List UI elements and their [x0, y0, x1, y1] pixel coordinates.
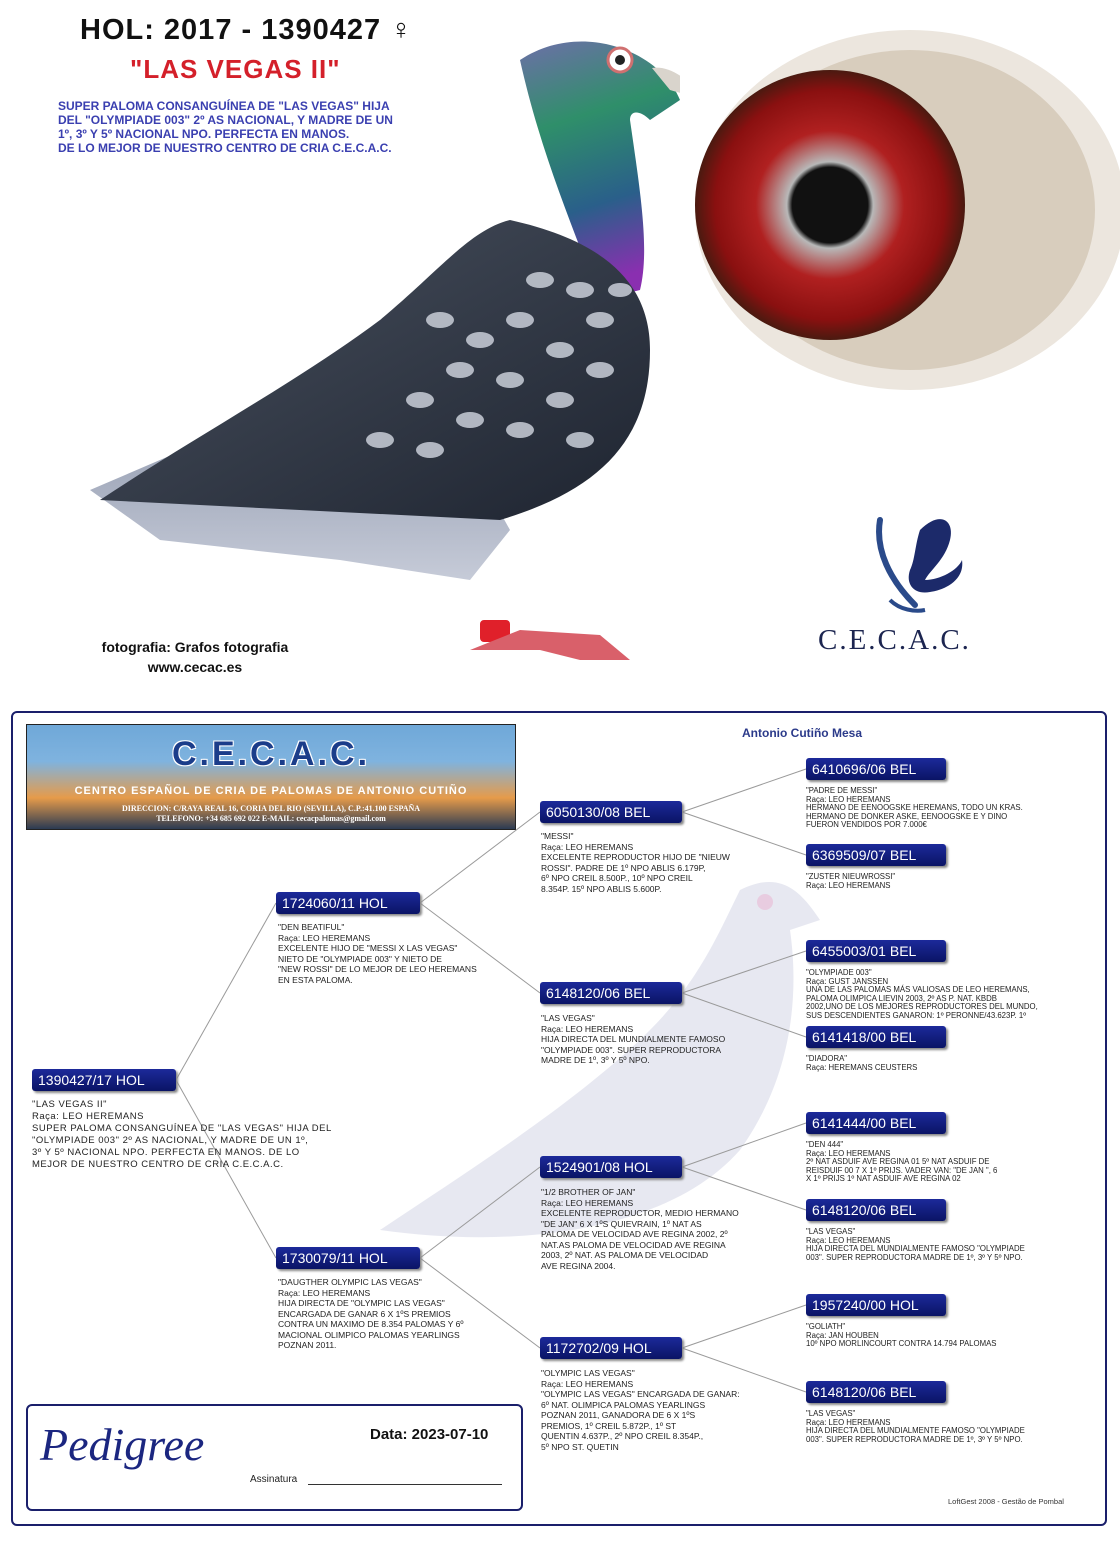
pedigree-ssd-info: "ZUSTER NIEUWROSSI" Raça: LEO HEREMANS [806, 872, 896, 890]
banner-subtitle: CENTRO ESPAÑOL DE CRIA DE PALOMAS DE ANTONIO CUTIÑO [74, 785, 468, 797]
banner-address: DIRECCION: C/RAYA REAL 16, CORIA DEL RIO (SEVILLA), C.P.:41.100 ESPAÑA TELEFONO: +34 685 692 022 E-MAIL: cecacpalomas@gmail.com [121, 804, 421, 823]
pedigree-date: Data: 2023-07-10 [370, 1426, 489, 1443]
pedigree-ss-ring[interactable]: 6050130/08 BEL [540, 801, 682, 823]
pedigree-sss-info: "PADRE DE MESSI" Raça: LEO HEREMANS HERMANO DE EENOOGSKE HEREMANS, TODO UN KRAS. HERMANO DE DONKER ASKE, EENOOGSKE E Y DINO FUERON VENDIDOS POR 7.000€ [806, 786, 1023, 830]
pedigree-dss-info: "DEN 444" Raça: LEO HEREMANS 2º NAT ASDUIF AVE REGINA 01 5º NAT ASDUIF DE REISDUIF 00 7 X 1º PRIJS. VADER VAN: "DE JAN ", 6 X 1º PRIJS 1º NAT ASDUIF AVE REGINA 02 [806, 1140, 998, 1184]
pedigree-ddd-ring[interactable]: 6148120/06 BEL [806, 1381, 946, 1403]
photo-credit: fotografia: Grafos fotografia www.cecac.es [60, 637, 330, 677]
owner-name: Antonio Cutiño Mesa [742, 726, 862, 740]
pedigree-sire-ring[interactable]: 1724060/11 HOL [276, 892, 420, 914]
pedigree-ddd-info: "LAS VEGAS" Raça: LEO HEREMANS HIJA DIRECTA DEL MUNDIALMENTE FAMOSO "OLYMPIADE 003". SUPER REPRODUCTORA MADRE DE 1º, 3º Y 5º NPO. [806, 1409, 1025, 1444]
pedigree-ds-ring[interactable]: 1524901/08 HOL [540, 1156, 682, 1178]
pedigree-sds-info: "OLYMPIADE 003" Raça: GUST JANSSEN UNA DE LAS PALOMAS MÁS VALIOSAS DE LEO HEREMANS, PALOMA OLIMPICA LIEVIN 2003, 2º AS P. NAT. KBDB 2002,UNO DE LOS MEJORES REPRODUCTORES DEL MUNDO, SUS DESCENDIENTES GANARON: 1º PERONNE/43.623P. 1º [806, 968, 1038, 1020]
footer-credit: LoftGest 2008 - Gestão de Pombal [948, 1497, 1064, 1506]
ring-title: HOL: 2017 - 1390427 ♀ [80, 14, 413, 46]
cecac-logo-text: C.E.C.A.C. [818, 624, 971, 656]
pedigree-sire-info: "DEN BEATIFUL" Raça: LEO HEREMANS EXCELENTE HIJO DE "MESSI X LAS VEGAS" NIETO DE "OLYMPIADE 003" Y NIETO DE "NEW ROSSI" DE LO MEJOR DE LEO HEREMANS EN ESTA PALOMA. [278, 922, 477, 985]
pedigree-dds-ring[interactable]: 1957240/00 HOL [806, 1294, 946, 1316]
banner-title: C.E.C.A.C. [171, 735, 371, 773]
pedigree-ss-info: "MESSI" Raça: LEO HEREMANS EXCELENTE REPRODUCTOR HIJO DE "NIEUW ROSSI". PADRE DE 1º NPO ABLIS 6.179P, 6º NPO CREIL 8.500P., 10º NPO CREIL 8.354P. 15º NPO ABLIS 5.600P. [541, 831, 730, 894]
signature-label: Assinatura [250, 1474, 298, 1485]
pedigree-sds-ring[interactable]: 6455003/01 BEL [806, 940, 946, 962]
pedigree-ds-info: "1/2 BROTHER OF JAN" Raça: LEO HEREMANS EXCELENTE REPRODUCTOR, MEDIO HERMANO "DE JAN" 6 X 1ºS QUIEVRAIN, 1º NAT AS PALOMA DE VELOCIDAD AVE REGINA 2002, 2º NAT.AS PALOMA DE VELOCIDAD AVE REGINA 2003, 2º NAT. AS PALOMA DE VELOCIDAD AVE REGINA 2004. [541, 1187, 739, 1271]
pedigree-subject-info: "LAS VEGAS II" Raça: LEO HEREMANS SUPER PALOMA CONSANGUÍNEA DE "LAS VEGAS" HIJA DEL "OLYMPIADE 003" 2º AS NACIONAL, Y MADRE DE UN 1º, 3º Y 5º NACIONAL NPO. PERFECTA EN MANOS. DE LO MEJOR DE NUESTRO CENTRO DE CRIA C.E.C.A.C. [32, 1099, 332, 1170]
pedigree-sd-info: "LAS VEGAS" Raça: LEO HEREMANS HIJA DIRECTA DEL MUNDIALMENTE FAMOSO "OLYMPIADE 003". SUPER REPRODUCTORA MADRE DE 1º, 3º Y 5º NPO. [541, 1013, 726, 1065]
pedigree-ssd-ring[interactable]: 6369509/07 BEL [806, 844, 946, 866]
pedigree-sdd-ring[interactable]: 6141418/00 BEL [806, 1026, 946, 1048]
pigeon-description: SUPER PALOMA CONSANGUÍNEA DE "LAS VEGAS" HIJA DEL "OLYMPIADE 003" 2º AS NACIONAL, Y MADRE DE UN 1º, 3º Y 5º NACIONAL NPO. PERFECTA EN MANOS. DE LO MEJOR DE NUESTRO CENTRO DE CRIA C.E.C.A.C. [58, 99, 393, 155]
pedigree-dsd-info: "LAS VEGAS" Raça: LEO HEREMANS HIJA DIRECTA DEL MUNDIALMENTE FAMOSO "OLYMPIADE 003". SUPER REPRODUCTORA MADRE DE 1º, 3º Y 5º NPO. [806, 1227, 1025, 1262]
signature-line[interactable] [308, 1484, 502, 1485]
pedigree-dsd-ring[interactable]: 6148120/06 BEL [806, 1199, 946, 1221]
pedigree-dss-ring[interactable]: 6141444/00 BEL [806, 1112, 946, 1134]
pedigree-sdd-info: "DIADORA" Raça: HEREMANS CEUSTERS [806, 1054, 918, 1072]
pigeon-name: "LAS VEGAS II" [130, 54, 341, 84]
website-link[interactable]: www.cecac.es [147, 659, 243, 675]
pedigree-subject-ring[interactable]: 1390427/17 HOL [32, 1069, 176, 1091]
pedigree-sss-ring[interactable]: 6410696/06 BEL [806, 758, 946, 780]
pedigree-dd-info: "OLYMPIC LAS VEGAS" Raça: LEO HEREMANS "OLYMPIC LAS VEGAS" ENCARGADA DE GANAR: 6º NAT. OLIMPICA PALOMAS YEARLINGS POZNAN 2011, GANADORA DE 6 X 1ºS PREMIOS, 1º CREIL 5.872P., 1º ST QUENTIN 4.637P., 2º NPO CREIL 8.354P., 5º NPO ST. QUETIN [541, 1368, 740, 1452]
pedigree-dd-ring[interactable]: 1172702/09 HOL [540, 1337, 682, 1359]
pedigree-dam-info: "DAUGTHER OLYMPIC LAS VEGAS" Raça: LEO HEREMANS HIJA DIRECTA DE "OLYMPIC LAS VEGAS" ENCARGADA DE GANAR 6 X 1ºS PREMIOS CONTRA UN MAXIMO DE 8.354 PALOMAS Y 6º MACIONAL OLIMPICO PALOMAS YEARLINGS POZNAN 2011. [278, 1277, 464, 1350]
pedigree-dam-ring[interactable]: 1730079/11 HOL [276, 1247, 420, 1269]
pedigree-script-title: Pedigree [40, 1419, 205, 1470]
pedigree-sd-ring[interactable]: 6148120/06 BEL [540, 982, 682, 1004]
pedigree-dds-info: "GOLIATH" Raça: JAN HOUBEN 10º NPO MORLINCOURT CONTRA 14.794 PALOMAS [806, 1322, 997, 1349]
